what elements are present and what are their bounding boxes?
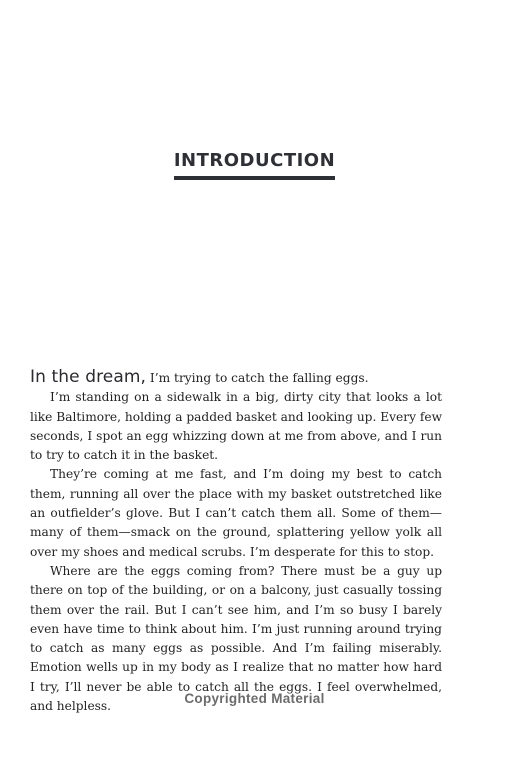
paragraph-4: Where are the eggs coming from? There must be a guy up there on top of the building, or on a balcony, just casually tossing them over the rail. But I can’t see him, and I’m so busy I barely even have time to think about him. I’m just running around trying to catch as many eggs as possible. And I’m failing miserably. Emotion wells up in my body as I realize that no matter how hard I try, I’ll never be able to catch all the eggs. I feel overwhelmed, and helpless.: [30, 563, 442, 714]
body-text: [30, 368, 442, 716]
lead-in-phrase: In the dream,: [30, 367, 147, 387]
paragraph-3: They’re coming at me fast, and I’m doing my best to catch them, running all over the place with my basket outstretched like an outfielder’s glove. But I can’t catch them all. Some of them—many of them—smack on the ground, splattering yellow yolk all over my shoes and medical scrubs. I’m desperate for this to stop.: [30, 467, 442, 559]
chapter-title: INTRODUCTION: [174, 150, 335, 180]
paragraph-2: I’m standing on a sidewalk in a big, dirty city that looks a lot like Baltimore, holding a padded basket and looking up. Every few seconds, I spot an egg whizzing down at me from above, and I run to try to catch it in the basket.: [30, 390, 442, 463]
copyright-watermark: Copyrighted Material: [184, 691, 325, 706]
paragraph-1-text: I’m trying to catch the falling eggs.: [149, 371, 369, 385]
chapter-heading: [0, 150, 509, 180]
paragraph-1: [30, 368, 442, 388]
